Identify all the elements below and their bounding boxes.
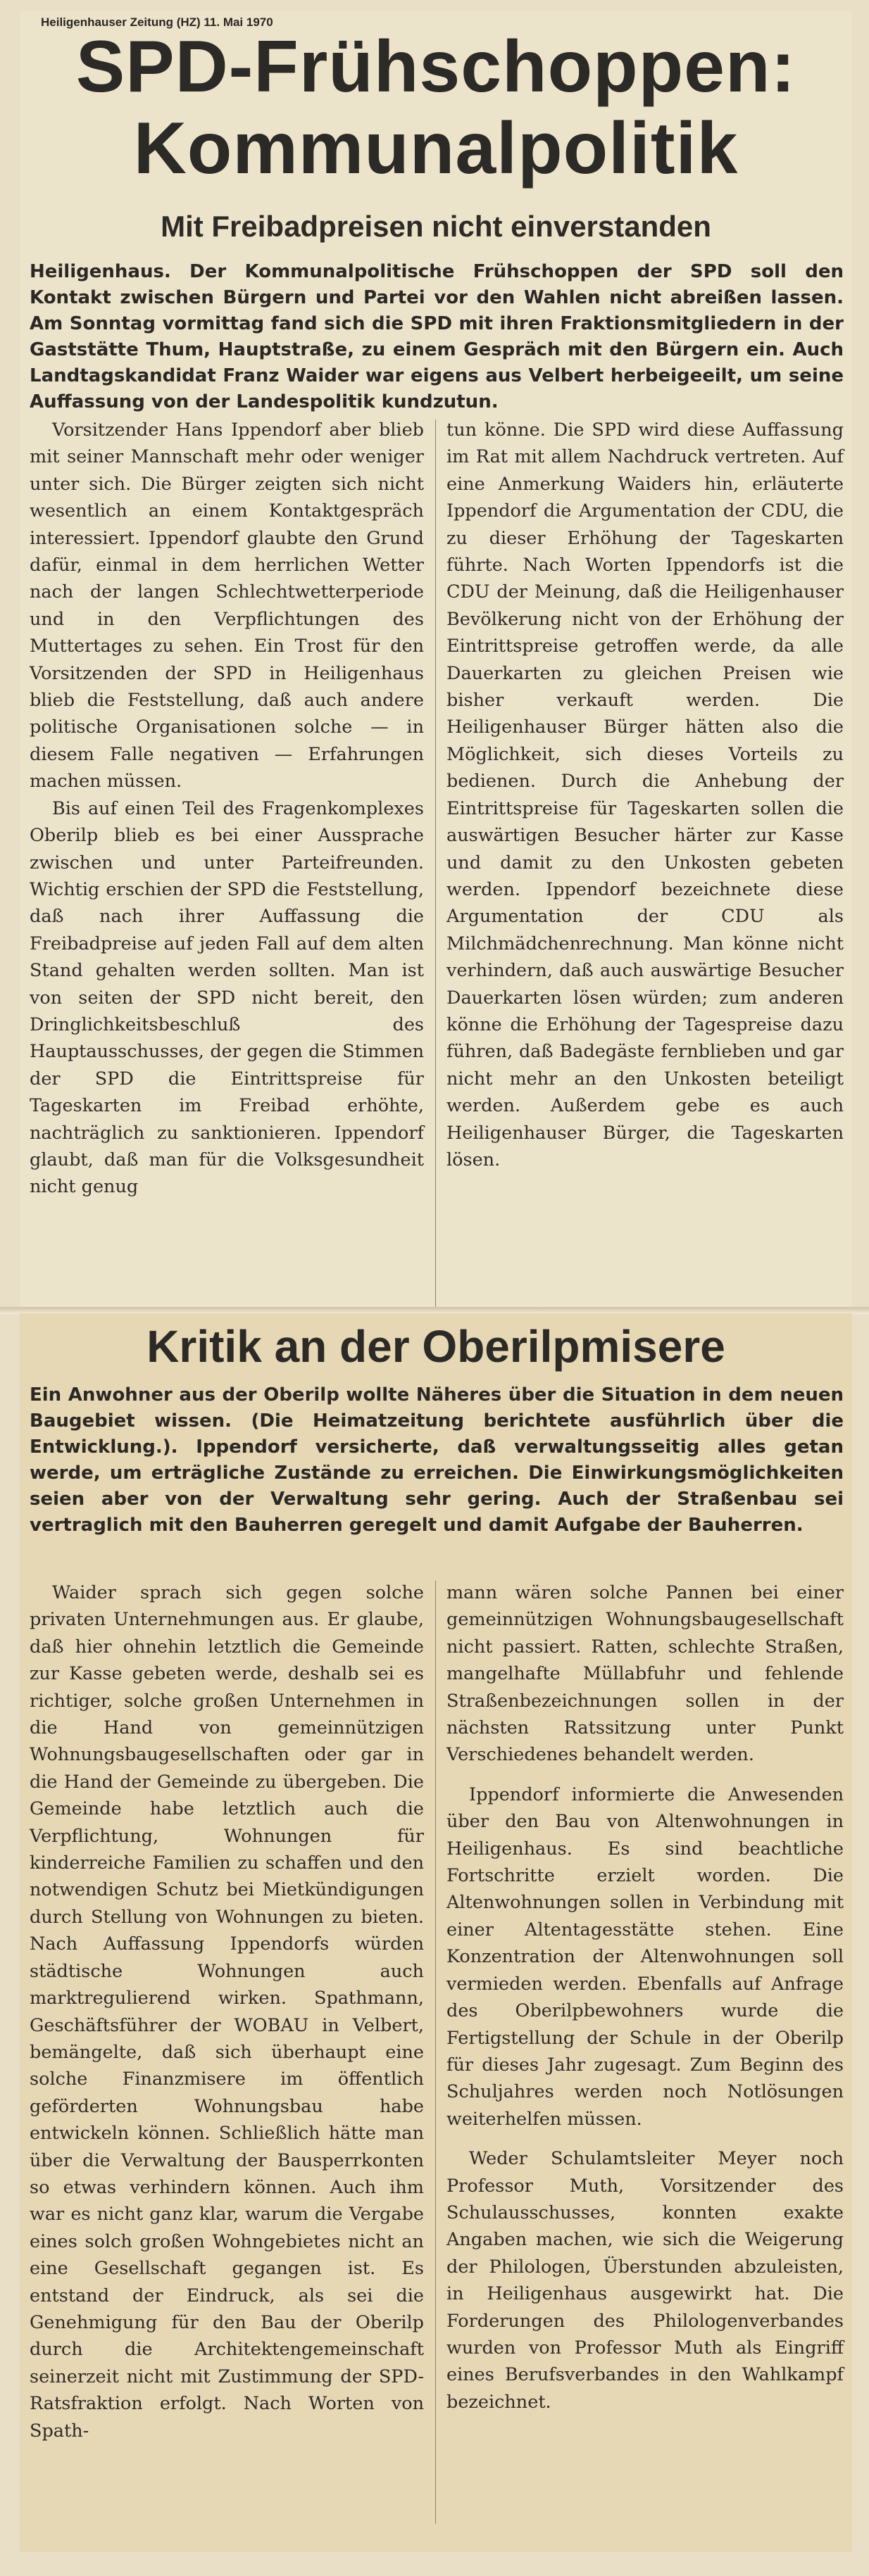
article1-column-left	[30, 417, 424, 1201]
subheadline: Mit Freibadpreisen nicht einverstanden	[161, 210, 711, 243]
headline: Kritik an der Oberilpmisere	[146, 1321, 725, 1372]
source-line: Heiligenhauser Zeitung (HZ) 11. Mai 1970	[41, 15, 273, 29]
paragraph: Vorsitzender Hans Ippendorf aber blieb mit seiner Mannschaft mehr oder weniger unter sich. Die Bürger zeigten sich nicht wesentlich an einem Kontaktgespräch interessiert. Ippendorf glaubte den Grund dafür, einmal in dem herrlichen Wetter nach der langen Schlechtwetterperiode und in den Verpflichtungen des Muttertages zu sehen. Ein Trost für den Vorsitzenden der SPD in Heiligenhaus blieb die Feststellung, daß auch andere politische Organisationen solche — in diesem Falle negativen — Erfahrungen machen müssen.	[30, 419, 424, 793]
lead-paragraph: Ein Anwohner aus der Oberilp wollte Näheres über die Situation in dem neuen Baugebiet wissen. (Die Heimatzeitung berichtete ausführlich über die Entwicklung.). Ippendorf versicherte, daß verwaltungsseitig alles getan werde, um erträgliche Zustände zu erreichen. Die Einwirkungsmöglichkeiten seien aber von der Verwaltung sehr gering. Auch der Straßenbau sei vertraglich mit den Bauherren geregelt und damit Aufgabe der Bauherren.	[30, 1384, 844, 1536]
lead-paragraph: Heiligenhaus. Der Kommunalpolitische Frühschoppen der SPD soll den Kontakt zwischen Bürgern und Partei vor den Wahlen nicht abreißen lassen. Am Sonntag vormittag fand sich die SPD mit ihren Fraktionsmitgliedern in der Gaststätte Thum, Hauptstraße, zu einem Gespräch mit den Bürgern ein. Auch Landtagskandidat Franz Waider war eigens aus Velbert herbeigeeilt, um seine Auffassung von der Landespolitik kundzutun.	[30, 261, 844, 412]
column-divider	[435, 419, 436, 1313]
article2-column-left	[30, 1579, 424, 2444]
paragraph: mann wären solche Pannen bei einer gemeinnützigen Wohnungsbaugesellschaft nicht passiert. Ratten, schlechte Straßen, mangelhafte Müllabfuhr und fehlende Straßenbezeichnungen sollen in der nächsten Ratssitzung unter Punkt Verschiedenes behandelt werden.	[446, 1582, 844, 1766]
article-oberilpmisere	[20, 1313, 852, 2552]
article-spd-fruehschoppen	[20, 11, 852, 1324]
paragraph: Weder Schulamtsleiter Meyer noch Professor Muth, Vorsitzender des Schulausschusses, konnten exakte Angaben machen, wie sich die Weigerung der Philologen, Überstunden abzuleisten, in Heiligenhaus ausgewirkt hat. Die Forderungen des Philologenverbandes wurden von Professor Muth als Eingriff eines Berufsverbandes in den Wahlkampf bezeichnet.	[446, 2148, 844, 2413]
headline-line-2: Kommunalpolitik	[133, 108, 739, 189]
column-divider	[435, 1581, 436, 2524]
article2-column-right	[446, 1579, 844, 2416]
article1-column-right	[446, 417, 844, 1173]
paragraph: Ippendorf informierte die Anwesenden über den Bau von Altenwohnungen in Heiligenhaus. Es sind beachtliche Fortschritte erzielt worden. Die Altenwohnungen sollen in Verbindung mit einer Altentagesstätte stehen. Eine Konzentration der Altenwohnungen soll vermieden werden. Ebenfalls auf Anfrage des Oberilpbewohners wurde die Fertigstellung der Schule in der Oberilp für dieses Jahr zugesagt. Zum Beginn des Schuljahres werden noch Notlösungen weiterhelfen müssen.	[446, 1783, 844, 2130]
paragraph: tun könne. Die SPD wird diese Auffassung im Rat mit allem Nachdruck vertreten. Auf eine Anmerkung Waiders hin, erläuterte Ippendorf die Argumentation der CDU, die zu dieser Erhöhung der Tageskarten führte. Nach Worten Ippendorfs ist die CDU der Meinung, daß die Heiligenhauser Bevölkerung nicht von der Erhöhung der Eintrittspreise getroffen werde, da alle Dauerkarten zu gleichen Preisen wie bisher verkauft werden. Die Heiligenhauser Bürger hätten also die Möglichkeit, sich dieses Vorteils zu bedienen. Durch die Anhebung der Eintrittspreise für Tageskarten sollen die auswärtigen Besucher härter zur Kasse und damit zu den Unkosten gebeten werden. Ippendorf bezeichnete diese Argumentation der CDU als Milchmädchenrechnung. Man könne nicht verhindern, daß auch auswärtige Besucher Dauerkarten lösen würden; zum anderen könne die Erhöhung der Tagespreise dazu führen, daß Badegäste fernblieben und gar nicht mehr an den Unkosten beteiligt werden. Außerdem gebe es auch Heiligenhauser Bürger, die Tageskarten lösen.	[446, 419, 844, 1170]
headline-line-1: SPD-Frühschoppen:	[75, 26, 796, 108]
paragraph: Bis auf einen Teil des Fragenkomplexes Oberilp blieb es bei einer Aussprache zwischen und unter Parteifreunden. Wichtig erschien der SPD die Feststellung, daß nach ihrer Auffassung die Freibadpreise auf jeden Fall auf dem alten Stand gehalten werden sollten. Man ist von seiten der SPD nicht bereit, den Dringlichkeitsbeschluß des Hauptausschusses, der gegen die Stimmen der SPD die Eintrittspreise für Tageskarten im Freibad erhöhte, nachträglich zu sanktionieren. Ippendorf glaubt, daß man für die Volksgesundheit nicht genug	[30, 797, 424, 1198]
paragraph: Waider sprach sich gegen solche privaten Unternehmungen aus. Er glaube, daß hier ohnehin letztlich die Gemeinde zur Kasse gebeten werde, deshalb sei es richtiger, solche großen Unternehmen in die Hand von gemeinnützigen Wohnungsbaugesellschaften oder gar in die Hand der Gemeinde zu übergeben. Die Gemeinde habe letztlich auch die Verpflichtung, Wohnungen für kinderreiche Familien zu schaffen und den notwendigen Schutz bei Mietkündigungen durch Stellung von Wohnungen zu bieten. Nach Auffassung Ippendorfs würden städtische Wohnungen auch marktregulierend wirken. Spathmann, Geschäftsführer der WOBAU in Velbert, bemängelte, daß sich überhaupt eine solche Finanzmisere im öffentlich geförderten Wohnungsbau habe entwickeln können. Schließlich hätte man über die Verwaltung der Bausperrkonten so etwas verhindern können. Auch ihm war es nicht ganz klar, warum die Vergabe eines solch großen Wohngebietes nicht an eine Gesellschaft gegangen ist. Es entstand der Eindruck, als sei die Genehmigung für den Bau der Oberilp durch die Architektengemeinschaft seinerzeit nicht mit Zustimmung der SPD-Ratsfraktion erfolgt. Nach Worten von Spath-	[30, 1582, 424, 2442]
